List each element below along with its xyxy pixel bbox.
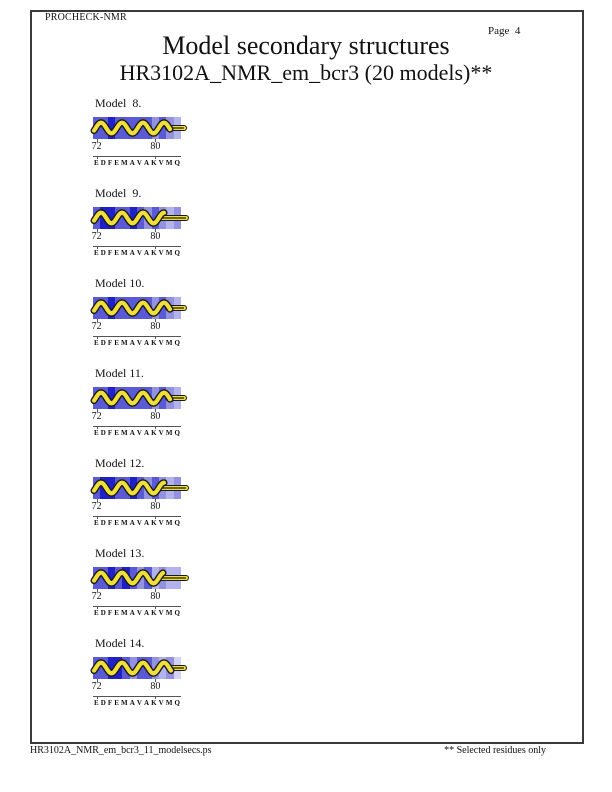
sequence-tick-mark [155, 697, 156, 699]
sequence-axis-line [93, 516, 181, 517]
residue-sequence [93, 248, 181, 258]
axis-tick-label: 80 [150, 591, 161, 602]
residue-letter: A [129, 429, 135, 437]
residue-letter: M [165, 159, 173, 167]
sequence-axis-line [93, 246, 181, 247]
residue-letter: V [158, 519, 164, 527]
axis-tick-label: 72 [91, 681, 102, 692]
residue-letter: F [107, 429, 113, 437]
residue-letter: M [121, 699, 128, 707]
residue-letter: M [165, 699, 173, 707]
residue-letter: E [94, 429, 99, 437]
model-label: Model 9. [95, 186, 142, 200]
model-block [0, 636, 612, 716]
sequence-axis-line [93, 426, 181, 427]
residue-letter: E [94, 519, 99, 527]
footer-filename: HR3102A_NMR_em_bcr3_11_modelsecs.ps [30, 745, 212, 756]
residue-letter: E [114, 519, 119, 527]
helix-ribbon [93, 117, 189, 139]
residue-letter: V [136, 159, 142, 167]
residue-letter: D [100, 249, 106, 257]
residue-sequence [93, 698, 181, 708]
residue-letter: E [114, 429, 119, 437]
residue-letter: Q [174, 339, 180, 347]
residue-letter: M [165, 519, 173, 527]
residue-letter: V [158, 699, 164, 707]
residue-letter: M [165, 429, 173, 437]
secondary-structure-strip [93, 567, 181, 589]
residue-letter: F [107, 249, 113, 257]
residue-letter: K [151, 699, 157, 707]
axis-tick-label: 72 [91, 231, 102, 242]
axis-tick-label: 72 [91, 591, 102, 602]
residue-letter: M [165, 249, 173, 257]
residue-letter: E [114, 609, 119, 617]
residue-letter: M [121, 429, 128, 437]
sequence-axis-line [93, 336, 181, 337]
residue-sequence [93, 518, 181, 528]
residue-letter: E [94, 159, 99, 167]
residue-letter: A [129, 519, 135, 527]
model-label: Model 8. [95, 96, 142, 110]
helix-ribbon [93, 657, 189, 679]
residue-letter: K [151, 339, 157, 347]
axis-tick-label: 72 [91, 321, 102, 332]
residue-letter: Q [174, 429, 180, 437]
axis-tick-label: 80 [150, 411, 161, 422]
residue-letter: E [114, 699, 119, 707]
model-label: Model 13. [95, 546, 145, 560]
helix-ribbon [93, 297, 189, 319]
residue-sequence [93, 158, 181, 168]
residue-letter: M [165, 609, 173, 617]
sequence-tick-mark [155, 157, 156, 159]
axis-tick-label: 80 [150, 321, 161, 332]
model-block [0, 366, 612, 446]
residue-letter: E [94, 339, 99, 347]
secondary-structure-strip [93, 477, 181, 499]
axis-tick-label: 80 [150, 501, 161, 512]
sequence-tick-mark [155, 427, 156, 429]
residue-letter: A [129, 699, 135, 707]
residue-letter: Q [174, 519, 180, 527]
residue-letter: E [94, 699, 99, 707]
sequence-tick-mark [97, 427, 98, 429]
model-label: Model 11. [95, 366, 144, 380]
axis-tick-label: 80 [150, 141, 161, 152]
residue-letter: V [158, 159, 164, 167]
residue-letter: D [100, 159, 106, 167]
residue-letter: E [114, 159, 119, 167]
sequence-tick-mark [97, 247, 98, 249]
model-label: Model 10. [95, 276, 145, 290]
residue-letter: V [136, 249, 142, 257]
residue-letter: V [136, 609, 142, 617]
residue-letter: V [158, 339, 164, 347]
residue-letter: A [129, 609, 135, 617]
residue-letter: M [121, 339, 128, 347]
sequence-tick-mark [97, 157, 98, 159]
sequence-tick-mark [155, 337, 156, 339]
residue-letter: F [107, 699, 113, 707]
residue-letter: K [151, 429, 157, 437]
residue-letter: A [129, 249, 135, 257]
axis-tick-label: 72 [91, 411, 102, 422]
app-title: PROCHECK-NMR [45, 12, 127, 23]
model-label: Model 14. [95, 636, 145, 650]
residue-letter: V [158, 249, 164, 257]
residue-sequence [93, 608, 181, 618]
helix-ribbon [93, 477, 189, 499]
model-block [0, 456, 612, 536]
sequence-tick-mark [155, 247, 156, 249]
secondary-structure-strip [93, 387, 181, 409]
residue-letter: D [100, 429, 106, 437]
residue-letter: D [100, 519, 106, 527]
secondary-structure-strip [93, 297, 181, 319]
residue-letter: A [129, 159, 135, 167]
residue-letter: F [107, 339, 113, 347]
residue-letter: A [144, 249, 150, 257]
sequence-axis-line [93, 606, 181, 607]
residue-letter: K [151, 519, 157, 527]
residue-letter: F [107, 609, 113, 617]
residue-letter: E [114, 339, 119, 347]
axis-tick-label: 72 [91, 141, 102, 152]
residue-letter: M [121, 249, 128, 257]
residue-letter: D [100, 699, 106, 707]
helix-ribbon [93, 567, 189, 589]
sequence-tick-mark [155, 607, 156, 609]
residue-sequence [93, 428, 181, 438]
sequence-tick-mark [97, 607, 98, 609]
residue-letter: M [121, 519, 128, 527]
model-block [0, 186, 612, 266]
residue-letter: M [121, 159, 128, 167]
model-block [0, 546, 612, 626]
sequence-axis-line [93, 156, 181, 157]
secondary-structure-strip [93, 207, 181, 229]
residue-letter: V [136, 519, 142, 527]
residue-letter: V [136, 699, 142, 707]
residue-letter: E [94, 609, 99, 617]
residue-letter: A [129, 339, 135, 347]
model-block [0, 96, 612, 176]
residue-letter: A [144, 339, 150, 347]
residue-letter: K [151, 609, 157, 617]
residue-letter: A [144, 699, 150, 707]
axis-tick-label: 80 [150, 681, 161, 692]
model-block [0, 276, 612, 356]
axis-tick-label: 72 [91, 501, 102, 512]
residue-letter: A [144, 519, 150, 527]
axis-tick-label: 80 [150, 231, 161, 242]
secondary-structure-strip [93, 117, 181, 139]
residue-letter: V [158, 609, 164, 617]
page-number: Page 4 [488, 25, 521, 37]
residue-letter: M [165, 339, 173, 347]
residue-letter: M [121, 609, 128, 617]
residue-letter: Q [174, 609, 180, 617]
sequence-tick-mark [155, 517, 156, 519]
residue-letter: E [114, 249, 119, 257]
helix-ribbon [93, 207, 189, 229]
residue-letter: K [151, 159, 157, 167]
sequence-tick-mark [97, 517, 98, 519]
page-title: Model secondary structures [162, 31, 450, 60]
residue-letter: F [107, 159, 113, 167]
residue-letter: E [94, 249, 99, 257]
residue-letter: D [100, 339, 106, 347]
residue-letter: Q [174, 699, 180, 707]
residue-letter: V [136, 429, 142, 437]
residue-letter: V [158, 429, 164, 437]
model-label: Model 12. [95, 456, 145, 470]
residue-letter: A [144, 159, 150, 167]
residue-letter: Q [174, 159, 180, 167]
residue-letter: D [100, 609, 106, 617]
residue-letter: V [136, 339, 142, 347]
sequence-tick-mark [97, 697, 98, 699]
secondary-structure-strip [93, 657, 181, 679]
residue-letter: Q [174, 249, 180, 257]
helix-ribbon [93, 387, 189, 409]
residue-letter: A [144, 609, 150, 617]
sequence-axis-line [93, 696, 181, 697]
residue-letter: A [144, 429, 150, 437]
residue-sequence [93, 338, 181, 348]
residue-letter: F [107, 519, 113, 527]
residue-letter: K [151, 249, 157, 257]
footer-note: ** Selected residues only [444, 745, 546, 756]
sequence-tick-mark [97, 337, 98, 339]
page-subtitle: HR3102A_NMR_em_bcr3 (20 models)** [119, 60, 493, 85]
